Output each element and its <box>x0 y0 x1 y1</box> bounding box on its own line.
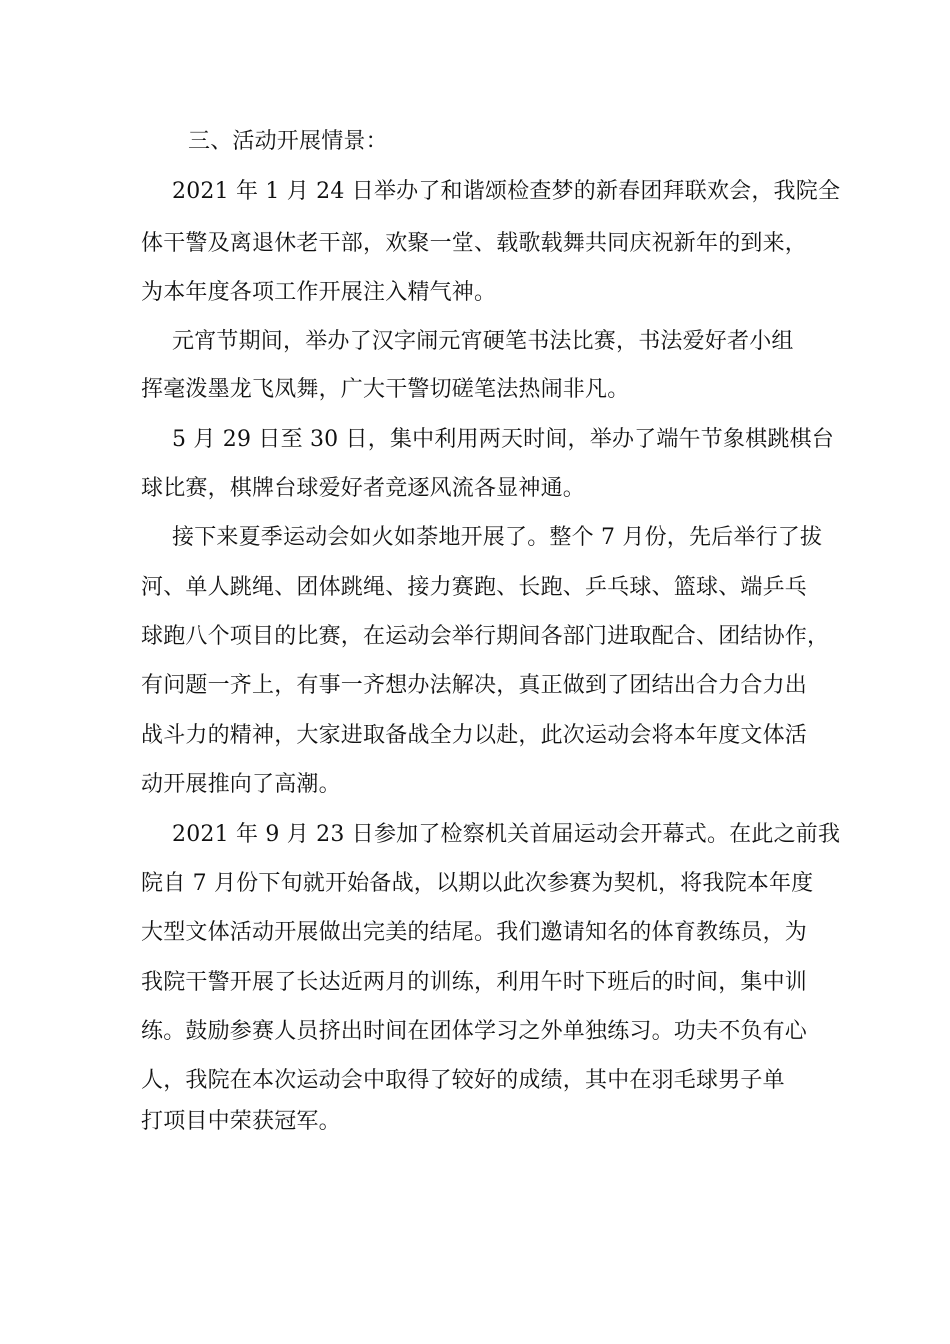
paragraph-line: 接下来夏季运动会如火如荼地开展了。整个 7 月份，先后举行了拔 <box>172 525 823 550</box>
paragraph-line: 我院干警开展了长达近两月的训练，利用午时下班后的时间，集中训 <box>141 970 808 995</box>
paragraph-line: 院自 7 月份下旬就开始备战，以期以此次参赛为契机，将我院本年度 <box>141 871 814 896</box>
section-heading: 三、活动开展情景： <box>188 129 388 154</box>
paragraph-line: 体干警及离退休老干部，欢聚一堂、载歌载舞共同庆祝新年的到来， <box>141 231 808 256</box>
paragraph-line: 大型文体活动开展做出完美的结尾。我们邀请知名的体育教练员，为 <box>141 920 808 945</box>
paragraph-line: 动开展推向了高潮。 <box>141 772 341 797</box>
paragraph-line: 人，我院在本次运动会中取得了较好的成绩，其中在羽毛球男子单 <box>141 1068 785 1093</box>
paragraph-line: 打项目中荣获冠军。 <box>141 1109 341 1134</box>
paragraph-line: 球比赛，棋牌台球爱好者竞逐风流各显神通。 <box>141 476 586 501</box>
paragraph-line: 战斗力的精神，大家进取备战全力以赴，此次运动会将本年度文体活 <box>141 723 808 748</box>
paragraph-line: 挥毫泼墨龙飞凤舞，广大干警切磋笔法热闹非凡。 <box>141 377 630 402</box>
paragraph-line: 2021 年 1 月 24 日举办了和谐颂检查梦的新春团拜联欢会，我院全 <box>172 179 841 204</box>
paragraph-line: 有问题一齐上，有事一齐想办法解决，真正做到了团结出合力合力出 <box>141 673 808 698</box>
paragraph-line: 为本年度各项工作开展注入精气神。 <box>141 280 497 305</box>
paragraph-line: 球跑八个项目的比赛，在运动会举行期间各部门进取配合、团结协作， <box>141 624 830 649</box>
paragraph-line: 练。鼓励参赛人员挤出时间在团体学习之外单独练习。功夫不负有心 <box>141 1019 808 1044</box>
paragraph-line: 2021 年 9 月 23 日参加了检察机关首届运动会开幕式。在此之前我 <box>172 822 841 847</box>
paragraph-line: 元宵节期间，举办了汉字闹元宵硬笔书法比赛，书法爱好者小组 <box>172 329 794 354</box>
paragraph-line: 5 月 29 日至 30 日，集中利用两天时间，举办了端午节象棋跳棋台 <box>172 427 834 452</box>
paragraph-line: 河、单人跳绳、团体跳绳、接力赛跑、长跑、乒乓球、篮球、端乒乓 <box>141 575 808 600</box>
